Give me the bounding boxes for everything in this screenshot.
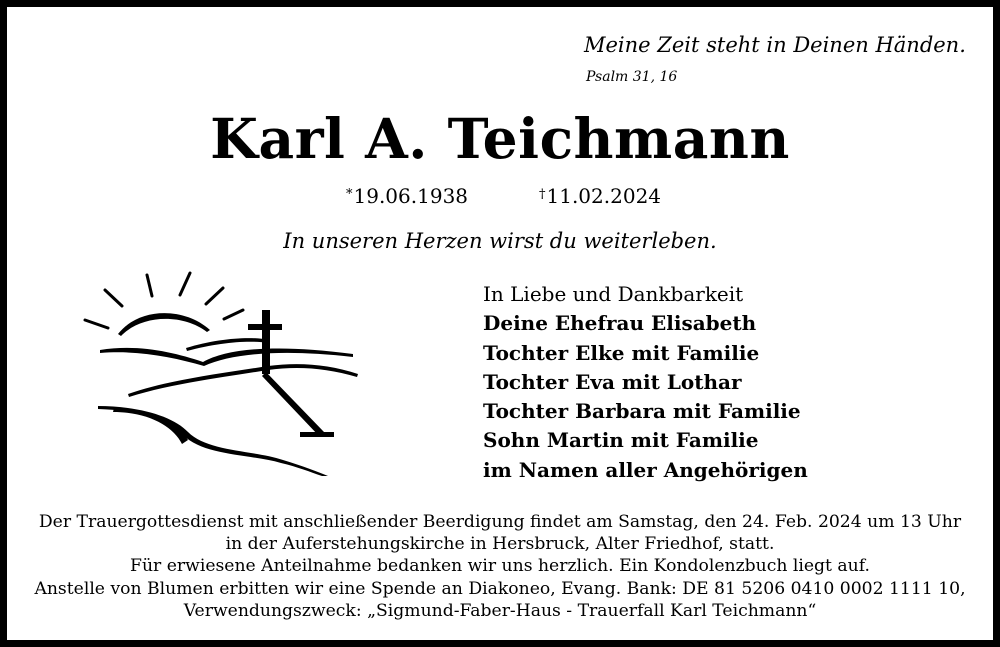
mourners-list: [483, 280, 808, 485]
mourner: Tochter Eva mit Lothar: [483, 369, 742, 394]
motto-source: Psalm 31, 16: [586, 69, 678, 85]
birth-date-value: 19.06.1938: [353, 184, 469, 208]
mourner: im Namen aller Angehörigen: [483, 457, 808, 482]
mourner: Sohn Martin mit Familie: [483, 428, 759, 453]
death-date-value: 11.02.2024: [546, 184, 662, 208]
birth-symbol: *: [346, 187, 353, 202]
death-symbol: †: [539, 187, 546, 202]
footer-line: Für erwiesene Anteilnahme bedanken wir uns herzlich. Ein Kondolenzbuch liegt auf.: [130, 556, 870, 577]
motto: Meine Zeit steht in Deinen Händen.: [584, 33, 966, 57]
sunset-cross-landscape-icon: [78, 262, 368, 477]
mourner: Deine Ehefrau Elisabeth: [483, 311, 757, 336]
mourner: Tochter Barbara mit Familie: [483, 399, 801, 424]
deceased-name: Karl A. Teichmann: [210, 106, 790, 171]
birth-date: [346, 184, 468, 208]
service-details: [0, 511, 1000, 622]
death-date: [539, 184, 661, 208]
footer-line: in der Auferstehungskirche in Hersbruck, Alter Friedhof, statt.: [225, 534, 775, 555]
footer-line: Verwendungszweck: „Sigmund-Faber-Haus - Trauerfall Karl Teichmann“: [183, 600, 817, 621]
footer-line: Anstelle von Blumen erbitten wir eine Spende an Diakoneo, Evang. Bank: DE 81 5206 0410 0002 1111 10,: [34, 578, 966, 599]
footer-line: Der Trauergottesdienst mit anschließender Beerdigung findet am Samstag, den 24. Feb. 2024 um 13 Uhr: [38, 512, 962, 532]
mourners-intro: In Liebe und Dankbarkeit: [483, 282, 744, 306]
memorial-quote: In unseren Herzen wirst du weiterleben.: [283, 229, 717, 253]
mourner: Tochter Elke mit Familie: [483, 340, 760, 365]
